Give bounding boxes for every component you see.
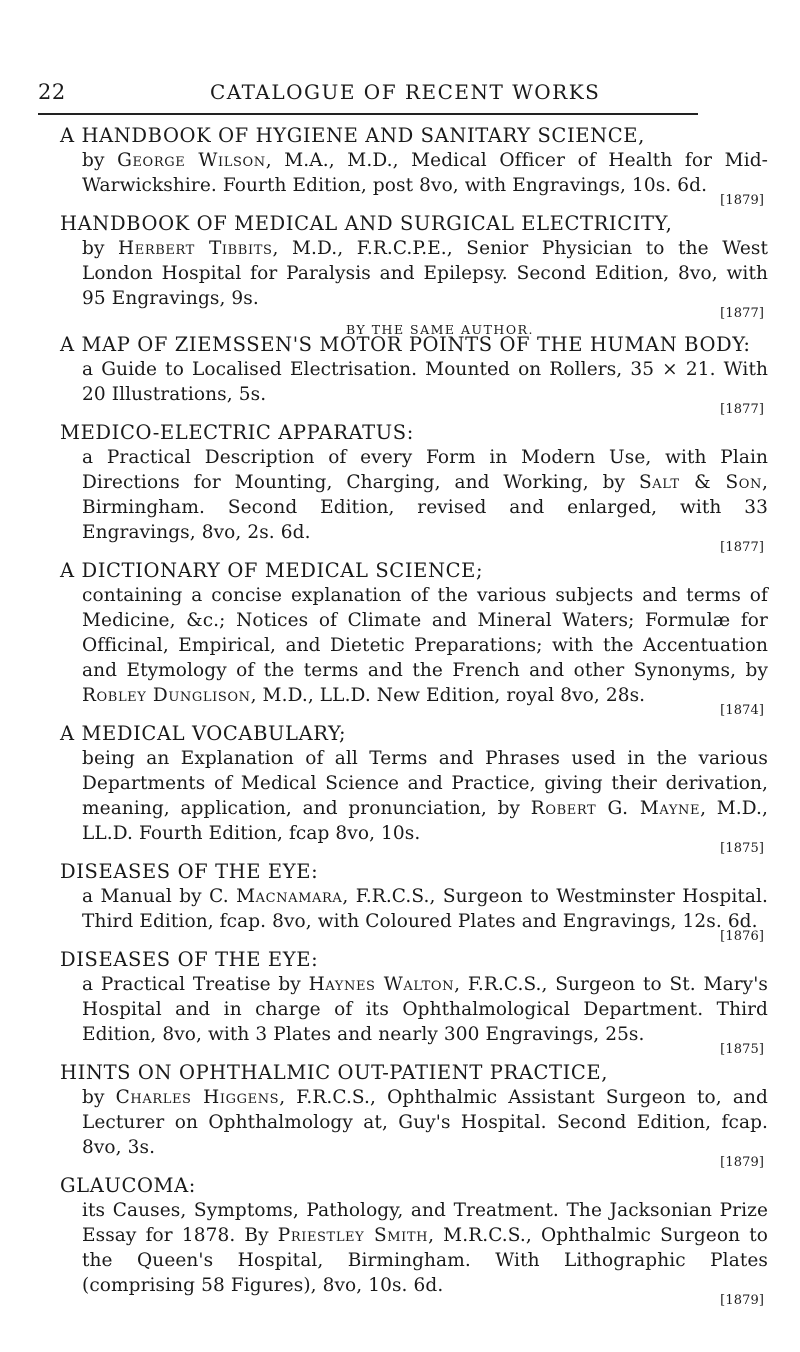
entry-year: [1875] [720, 841, 764, 856]
entry-text: by [82, 150, 118, 171]
catalogue-entry [60, 1174, 780, 1308]
entry-text: , Birmingham. Second Edition, revised and enlarged, with 33 Engravings, 8vo, 2s. 6d. [82, 472, 768, 543]
entry-author: George Wilson [117, 150, 266, 171]
catalogue-entry [60, 124, 780, 208]
entry-year: [1876] [720, 929, 764, 944]
catalogue-entry [60, 722, 780, 856]
entry-year: [1879] [720, 1293, 764, 1308]
entry-year: [1879] [720, 1155, 764, 1170]
entry-description [82, 445, 780, 555]
entry-year: [1875] [720, 1042, 764, 1057]
entry-author: Macnamara [236, 886, 343, 907]
entry-author: Salt & Son [638, 472, 763, 493]
entry-description [82, 583, 780, 718]
catalogue-entry [60, 212, 780, 321]
entry-text: by [82, 1087, 116, 1108]
entry-text: , M.D., LL.D. New Edition, royal 8vo, 28s. [250, 685, 646, 706]
entry-title: A MAP OF ZIEMSSEN'S MOTOR POINTS OF THE HUMAN BODY: [60, 333, 751, 356]
entry-text: a Guide to Localised Electrisation. Mounted on Rollers, 35 × 21. With 20 Illustrations, 5s. [82, 359, 768, 405]
same-author-note: BY THE SAME AUTHOR. [346, 322, 534, 337]
entry-title: HINTS ON OPHTHALMIC OUT-PATIENT PRACTICE, [60, 1061, 609, 1084]
entry-year: [1877] [720, 402, 764, 417]
running-title: CATALOGUE OF RECENT WORKS [210, 80, 601, 104]
entry-title: A HANDBOOK OF HYGIENE AND SANITARY SCIENCE, [60, 124, 645, 147]
entry-description [82, 1085, 780, 1170]
entry-author: Priestley Smith [277, 1225, 429, 1246]
entry-year: [1879] [720, 193, 764, 208]
entry-text: a Practical Treatise by [82, 974, 309, 995]
entry-text: a Manual by C. [82, 886, 237, 907]
catalogue-entry [60, 323, 780, 417]
entry-year: [1877] [720, 540, 764, 555]
entry-author: Robley Dunglison [82, 685, 251, 706]
entry-text: being an Explanation of all Terms and Phrases used in the various Departments of Medical Science and Practice, giving their derivation, meaning, application, and pronunciation, by [82, 748, 768, 819]
header-rule [38, 113, 698, 115]
entry-text: a Practical Description of every Form in Modern Use, with Plain Directions for Mounting, Charging, and Working, by [82, 447, 768, 493]
page-number: 22 [38, 80, 66, 104]
entry-description [82, 1198, 780, 1308]
entry-text: , M.A., M.D., Medical Officer of Health for Mid-Warwickshire. Fourth Edition, post 8vo, with Engravings, 10s. 6d. [82, 150, 768, 196]
catalogue-entry [60, 559, 780, 718]
entry-text: , M.R.C.S., Ophthalmic Surgeon to the Queen's Hospital, Birmingham. With Lithographic Plates (comprising 58 Figures), 8vo, 10s. 6d. [82, 1225, 769, 1296]
entry-text: its Causes, Symptoms, Pathology, and Treatment. The Jacksonian Prize Essay for 1878. By [82, 1200, 768, 1246]
entry-title: DISEASES OF THE EYE: [60, 860, 319, 883]
entry-title: GLAUCOMA: [60, 1174, 196, 1197]
catalogue-entry [60, 948, 780, 1057]
entry-year: [1877] [720, 306, 764, 321]
catalogue-entry [60, 860, 780, 944]
entry-author: Robert G. Mayne [530, 798, 701, 819]
entry-title: HANDBOOK OF MEDICAL AND SURGICAL ELECTRICITY, [60, 212, 673, 235]
entry-author: Haynes Walton [308, 974, 455, 995]
entry-title: MEDICO-ELECTRIC APPARATUS: [60, 421, 414, 444]
entry-description [82, 148, 780, 208]
entry-text: by [82, 238, 119, 259]
entry-text: , F.R.C.S., Surgeon to St. Mary's Hospital and in charge of its Ophthalmological Department. Third Edition, 8vo, with 3 Plates and nearly 300 Engravings, 25s. [82, 974, 768, 1045]
entry-text: , F.R.C.S., Surgeon to Westminster Hospital. Third Edition, fcap. 8vo, with Coloured Plates and Engravings, 12s. 6d. [82, 886, 768, 932]
running-head [38, 80, 698, 116]
entry-text: containing a concise explanation of the various subjects and terms of Medicine, &c.; Notices of Climate and Mineral Waters; Formulæ for Officinal, Empirical, and Dietetic Preparations; with the Accentuation and Etymology of the terms and the French and other Synonyms, by [82, 585, 768, 681]
catalogue-entry [60, 421, 780, 555]
entry-author: Herbert Tibbits [118, 238, 273, 259]
entry-title: A DICTIONARY OF MEDICAL SCIENCE; [60, 559, 484, 582]
catalogue-entries [60, 124, 780, 1312]
entry-author: Charles Higgens [115, 1087, 280, 1108]
entry-title: DISEASES OF THE EYE: [60, 948, 319, 971]
entry-description [82, 884, 780, 944]
entry-description [82, 236, 780, 321]
catalogue-entry [60, 1061, 780, 1170]
entry-text: , F.R.C.S., Ophthalmic Assistant Surgeon to, and Lecturer on Ophthalmology at, Guy's Hospital. Second Edition, fcap. 8vo, 3s. [82, 1087, 769, 1158]
entry-title: A MEDICAL VOCABULARY; [60, 722, 347, 745]
entry-year: [1874] [720, 703, 764, 718]
entry-text: , M.D., F.R.C.P.E., Senior Physician to the West London Hospital for Paralysis and Epilepsy. Second Edition, 8vo, with 95 Engravings, 9s. [82, 238, 768, 309]
entry-description [82, 746, 780, 856]
entry-text: , M.D., LL.D. Fourth Edition, fcap 8vo, 10s. [82, 798, 769, 844]
entry-description [82, 357, 780, 417]
entry-description [82, 972, 780, 1057]
